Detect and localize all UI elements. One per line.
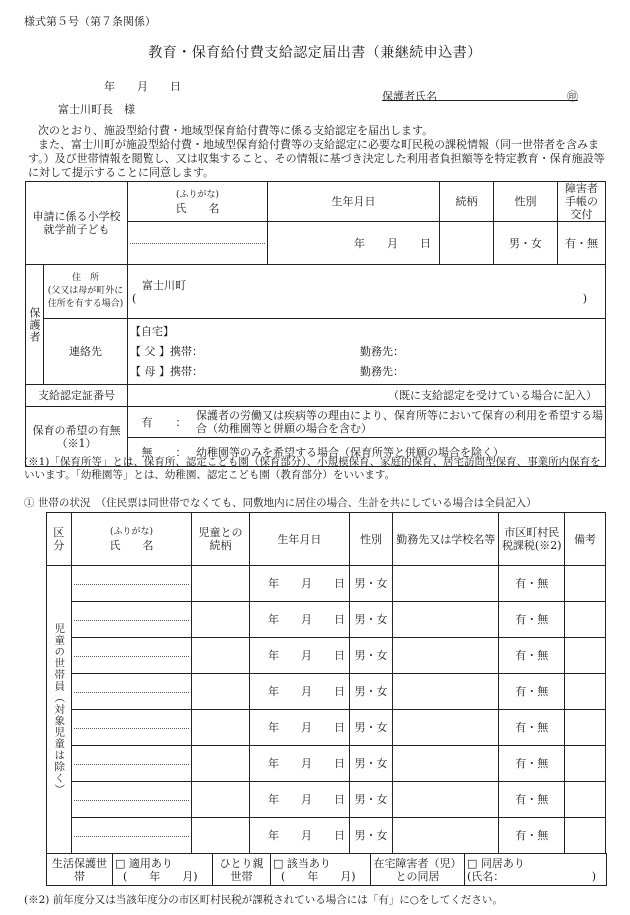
address-field[interactable]: 富士川町 ( ) bbox=[128, 265, 606, 319]
member-relation[interactable] bbox=[192, 566, 249, 602]
application-table bbox=[25, 181, 606, 467]
member-tax[interactable]: 有・無 bbox=[499, 674, 565, 710]
member-work[interactable] bbox=[393, 746, 499, 782]
member-name[interactable] bbox=[71, 602, 192, 638]
child-name-field[interactable] bbox=[128, 222, 268, 265]
member-dob[interactable]: 年 月 日 bbox=[249, 602, 349, 638]
intro-paragraph-1: 次のとおり、施設型給付費・地域型保育給付費等に係る支給認定を届出します。 bbox=[38, 124, 434, 137]
member-dob[interactable]: 年 月 日 bbox=[249, 710, 349, 746]
addressee: 富士川町長 様 bbox=[58, 103, 135, 116]
member-relation[interactable] bbox=[192, 746, 249, 782]
col-dob: 生年月日 bbox=[249, 513, 349, 566]
member-tax[interactable]: 有・無 bbox=[499, 638, 565, 674]
member-gender[interactable]: 男・女 bbox=[350, 638, 393, 674]
member-dob[interactable]: 年 月 日 bbox=[249, 674, 349, 710]
member-gender[interactable]: 男・女 bbox=[350, 566, 393, 602]
cert-field[interactable]: （既に支給認定を受けている場合に記入） bbox=[128, 385, 606, 407]
member-gender[interactable]: 男・女 bbox=[350, 746, 393, 782]
member-work[interactable] bbox=[393, 782, 499, 818]
hope-no-row[interactable]: 無 ： 幼稚園等のみを希望する場合（保育所等と併願の場合を除く） bbox=[141, 445, 504, 459]
member-tax[interactable]: 有・無 bbox=[499, 710, 565, 746]
member-tax[interactable]: 有・無 bbox=[499, 818, 565, 854]
col-relation: 児童との続柄 bbox=[192, 513, 249, 566]
member-relation[interactable] bbox=[192, 818, 249, 854]
cert-label: 支給認定証番号 bbox=[26, 385, 128, 407]
member-notes[interactable] bbox=[565, 674, 606, 710]
hope-label: 保育の希望の有無（※1） bbox=[26, 407, 128, 467]
child-disability-field[interactable]: 有・無 bbox=[558, 222, 606, 265]
member-name[interactable] bbox=[71, 566, 192, 602]
note-2: (※2) 前年度分又は当該年度分の市区町村民税が課税されている場合には「有」に○をしてください。 bbox=[24, 894, 503, 906]
welfare-checkbox[interactable]: □ 適用あり ( 年 月) bbox=[113, 854, 213, 886]
member-gender[interactable]: 男・女 bbox=[350, 782, 393, 818]
member-gender[interactable]: 男・女 bbox=[350, 674, 393, 710]
child-dob-header: 生年月日 bbox=[268, 182, 440, 222]
member-dob[interactable]: 年 月 日 bbox=[249, 638, 349, 674]
disabled-cohabit-label: 在宅障害者（児）との同居 bbox=[371, 854, 465, 886]
child-name-header: (ふりがな) 氏 名 bbox=[128, 182, 268, 222]
member-relation[interactable] bbox=[192, 674, 249, 710]
guardian-label: 保護者 bbox=[26, 265, 44, 385]
member-gender[interactable]: 男・女 bbox=[350, 602, 393, 638]
member-gender[interactable]: 男・女 bbox=[350, 818, 393, 854]
member-relation[interactable] bbox=[192, 638, 249, 674]
form-number: 様式第５号（第７条関係） bbox=[24, 15, 156, 28]
member-name[interactable] bbox=[71, 638, 192, 674]
date-line: 年 月 日 bbox=[104, 80, 181, 93]
col-kubun: 区分 bbox=[47, 513, 72, 566]
member-tax[interactable]: 有・無 bbox=[499, 566, 565, 602]
father-workplace[interactable]: 勤務先： bbox=[360, 344, 404, 358]
household-table bbox=[46, 512, 606, 854]
col-tax: 市区町村民税課税(※2) bbox=[499, 513, 565, 566]
contact-label: 連絡先 bbox=[44, 319, 128, 385]
hope-yes-row[interactable]: 有 ： 保護者の労働又は疾病等の理由により、保育所等において保育の利用を希望する場合（幼稚園等と併願の場合を含む） bbox=[128, 407, 605, 438]
note-1: (※1)「保育所等」とは、保育所、認定こども園（保育部分）、小規模保育、家庭的保育、居宅訪問型保育、事業所内保育をいいます。「幼稚園等」とは、幼稚園、認定こども園（教育部分）をいいます。 bbox=[24, 456, 601, 481]
member-notes[interactable] bbox=[565, 638, 606, 674]
member-work[interactable] bbox=[393, 710, 499, 746]
father-mobile[interactable]: 【 父 】携帯： bbox=[130, 344, 203, 358]
seal-icon: ㊞ bbox=[567, 90, 578, 103]
member-dob[interactable]: 年 月 日 bbox=[249, 818, 349, 854]
member-tax[interactable]: 有・無 bbox=[499, 746, 565, 782]
household-heading: ① 世帯の状況 （住民票は同世帯でなくても、同敷地内に居住の場合、生計を共にしている場合は全員記入） bbox=[24, 497, 537, 509]
address-label: 住 所 (父又は母が町外に住所を有する場合) bbox=[44, 265, 128, 319]
member-notes[interactable] bbox=[565, 566, 606, 602]
contact-field[interactable] bbox=[128, 319, 606, 385]
child-row-label: 申請に係る小学校就学前子ども bbox=[26, 182, 128, 265]
member-name[interactable] bbox=[71, 782, 192, 818]
member-relation[interactable] bbox=[192, 782, 249, 818]
member-name[interactable] bbox=[71, 710, 192, 746]
member-notes[interactable] bbox=[565, 602, 606, 638]
member-work[interactable] bbox=[393, 638, 499, 674]
child-gender-field[interactable]: 男・女 bbox=[494, 222, 558, 265]
child-disability-header: 障害者手帳の交付 bbox=[558, 182, 606, 222]
col-gender: 性別 bbox=[350, 513, 393, 566]
mother-mobile[interactable]: 【 母 】携帯： bbox=[130, 364, 203, 378]
member-notes[interactable] bbox=[565, 746, 606, 782]
child-relation-field[interactable] bbox=[440, 222, 494, 265]
member-relation[interactable] bbox=[192, 602, 249, 638]
member-dob[interactable]: 年 月 日 bbox=[249, 746, 349, 782]
member-name[interactable] bbox=[71, 746, 192, 782]
member-name[interactable] bbox=[71, 818, 192, 854]
child-dob-field[interactable]: 年 月 日 bbox=[268, 222, 440, 265]
household-footer-table bbox=[46, 853, 607, 886]
member-gender[interactable]: 男・女 bbox=[350, 710, 393, 746]
member-notes[interactable] bbox=[565, 782, 606, 818]
member-work[interactable] bbox=[393, 674, 499, 710]
mother-workplace[interactable]: 勤務先： bbox=[360, 364, 404, 378]
child-relation-header: 続柄 bbox=[440, 182, 494, 222]
member-work[interactable] bbox=[393, 818, 499, 854]
member-relation[interactable] bbox=[192, 710, 249, 746]
member-work[interactable] bbox=[393, 566, 499, 602]
col-notes: 備考 bbox=[565, 513, 606, 566]
member-dob[interactable]: 年 月 日 bbox=[249, 782, 349, 818]
welfare-label: 生活保護世帯 bbox=[47, 854, 113, 886]
single-parent-checkbox[interactable]: □ 該当あり ( 年 月) bbox=[271, 854, 371, 886]
col-work: 勤務先又は学校名等 bbox=[393, 513, 499, 566]
cohabit-checkbox[interactable]: □ 同居あり (氏名： ) bbox=[465, 854, 607, 886]
member-notes[interactable] bbox=[565, 710, 606, 746]
col-name: (ふりがな) 氏 名 bbox=[71, 513, 192, 566]
member-tax[interactable]: 有・無 bbox=[499, 602, 565, 638]
guardian-name-label: 保護者氏名 bbox=[382, 90, 437, 103]
intro-paragraph-2: また、富士川町が施設型給付費・地域型保育給付費等の支給認定に必要な町民税の課税情報（同一世帯者を含みます。）及び世帯情報を閲覧し、又は収集すること、その情報に基づき決定した利用者負担額等を特定教育・保育施設等に対して提示することに同意します。 bbox=[28, 138, 605, 179]
member-work[interactable] bbox=[393, 602, 499, 638]
member-dob[interactable]: 年 月 日 bbox=[249, 566, 349, 602]
guardian-name-line[interactable] bbox=[382, 88, 578, 101]
single-parent-label: ひとり親世帯 bbox=[213, 854, 271, 886]
member-tax[interactable]: 有・無 bbox=[499, 782, 565, 818]
page-title: 教育・保育給付費支給認定届出書（兼継続申込書） bbox=[148, 45, 482, 61]
member-name[interactable] bbox=[71, 674, 192, 710]
child-gender-header: 性別 bbox=[494, 182, 558, 222]
member-notes[interactable] bbox=[565, 818, 606, 854]
home-phone[interactable]: 【自宅】 bbox=[130, 324, 174, 338]
household-side-label: 児童の世帯員（対象児童は除く） bbox=[47, 566, 72, 854]
